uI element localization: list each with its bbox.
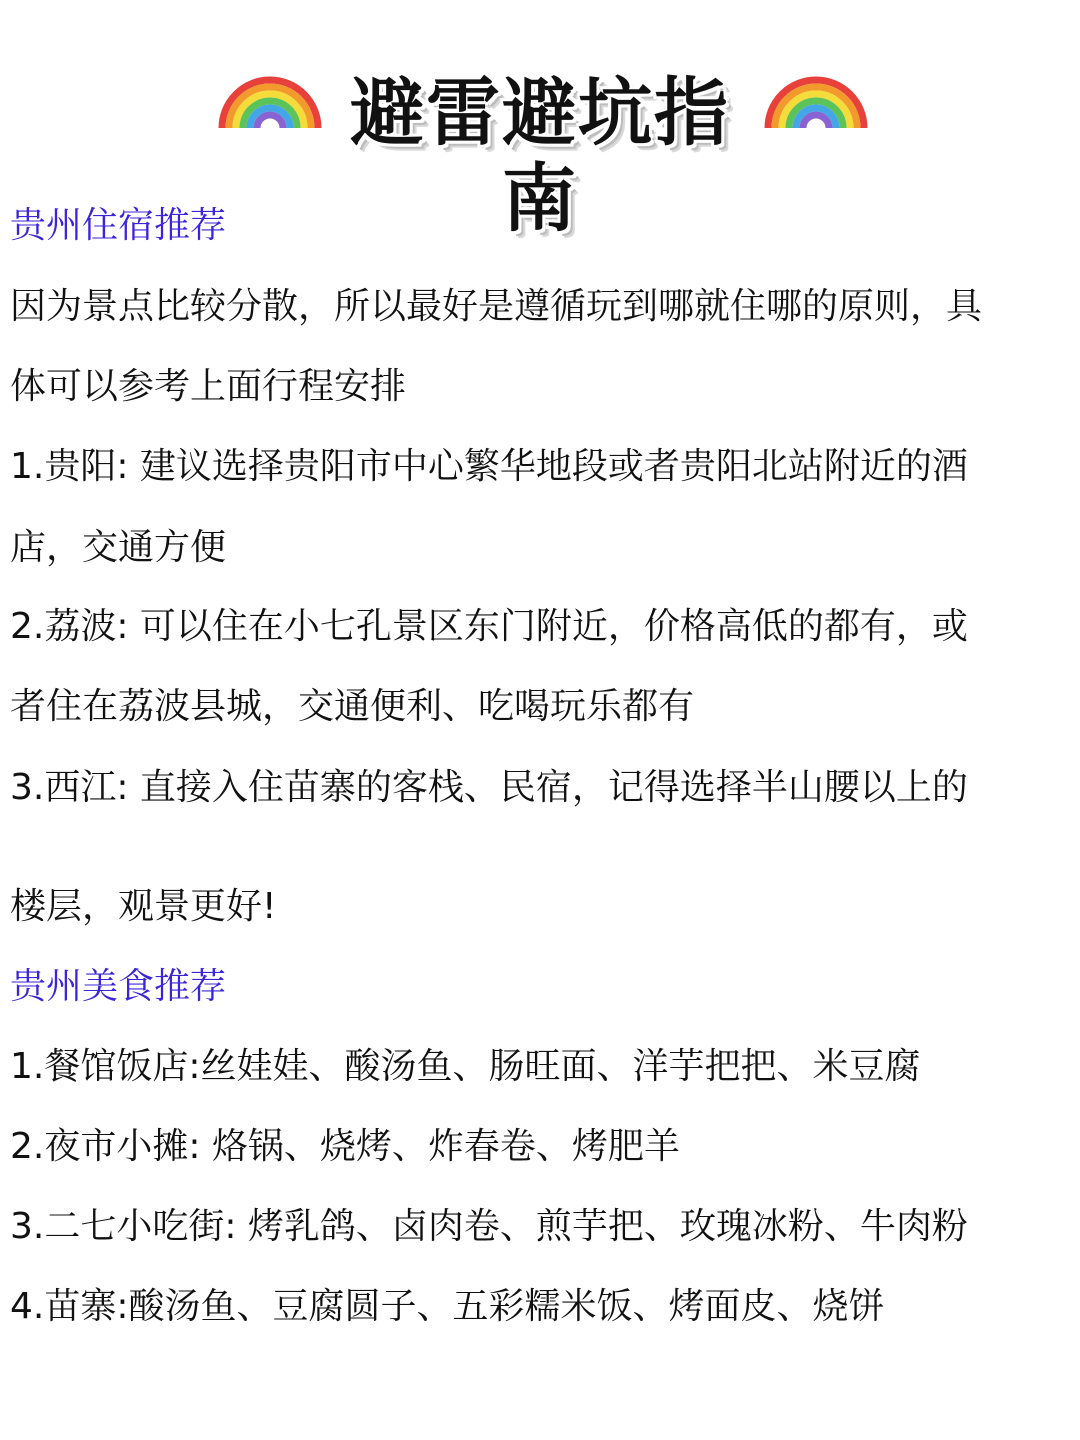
list-item: 3.西江: 直接入住苗寨的客栈、民宿，记得选择半山腰以上的 bbox=[10, 767, 968, 808]
list-item: 3.二七小吃街: 烤乳鸽、卤肉卷、煎芋把、玫瑰冰粉、牛肉粉 bbox=[10, 1206, 968, 1247]
list-item-continued: 楼层，观景更好! bbox=[10, 886, 277, 927]
list-item-continued: 店，交通方便 bbox=[10, 527, 227, 568]
paragraph-line: 体可以参考上面行程安排 bbox=[10, 366, 407, 407]
section-heading-accommodation: 贵州住宿推荐 bbox=[10, 205, 227, 246]
rainbow-icon bbox=[760, 70, 872, 132]
list-item: 2.荔波: 可以住在小七孔景区东门附近，价格高低的都有，或 bbox=[10, 606, 968, 647]
list-item: 4.苗寨:酸汤鱼、豆腐圆子、五彩糯米饭、烤面皮、烧饼 bbox=[10, 1286, 885, 1327]
section-heading-food: 贵州美食推荐 bbox=[10, 966, 227, 1007]
paragraph-line: 因为景点比较分散，所以最好是遵循玩到哪就住哪的原则，具 bbox=[10, 286, 983, 327]
list-item: 2.夜市小摊: 烙锅、烧烤、炸春卷、烤肥羊 bbox=[10, 1126, 680, 1167]
page-title: 避雷避坑指南 bbox=[350, 70, 730, 242]
rainbow-icon bbox=[214, 70, 326, 132]
list-item: 1.餐馆饭店:丝娃娃、酸汤鱼、肠旺面、洋芋把把、米豆腐 bbox=[10, 1046, 921, 1087]
list-item-continued: 者住在荔波县城，交通便利、吃喝玩乐都有 bbox=[10, 686, 695, 727]
list-item: 1.贵阳: 建议选择贵阳市中心繁华地段或者贵阳北站附近的酒 bbox=[10, 446, 968, 487]
